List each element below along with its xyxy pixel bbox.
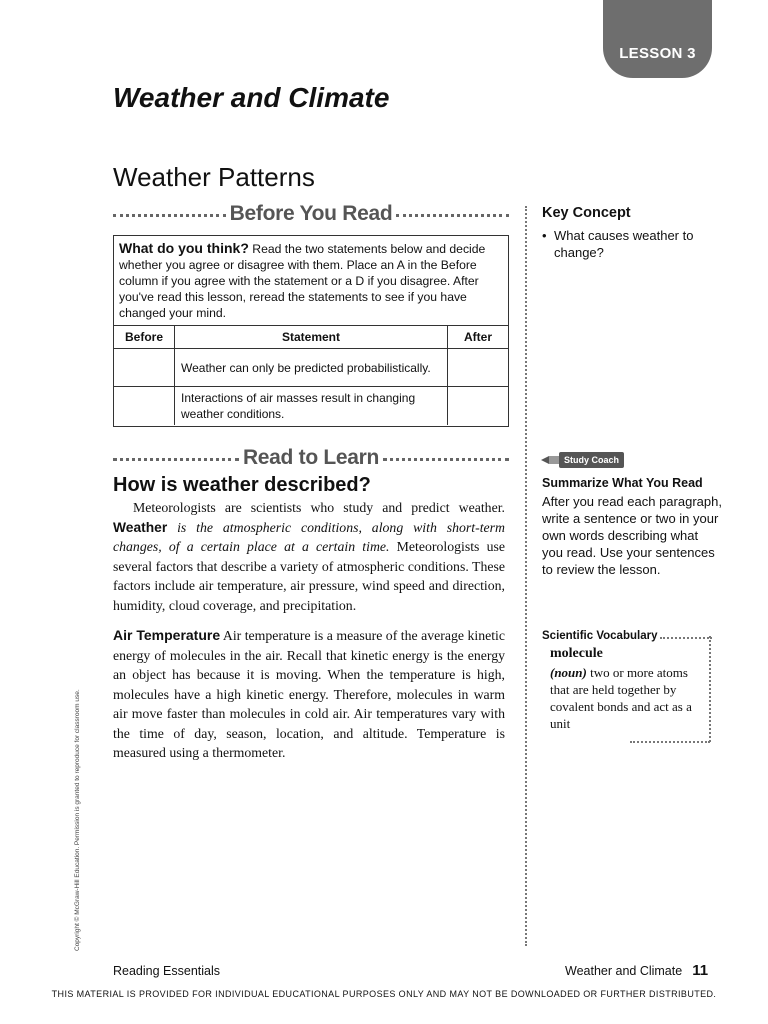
footer-chapter-title: Weather and Climate [565, 964, 683, 978]
before-you-read-label: Before You Read [229, 202, 393, 225]
key-concept-item [542, 227, 712, 261]
weather-definition: is the atmospheric conditions, along with short-term changes, of a certain place at a certain time. [113, 519, 505, 554]
header-dots-left [113, 214, 226, 217]
bullet-icon: • [542, 228, 547, 243]
distribution-disclaimer: THIS MATERIAL IS PROVIDED FOR INDIVIDUAL EDUCATIONAL PURPOSES ONLY AND MAY NOT BE DOWNLOADED OR FURTHER DISTRIBUTED. [51, 989, 717, 999]
read-to-learn-label: Read to Learn [242, 446, 380, 469]
header-dots-right [396, 214, 509, 217]
pencil-shaft-icon [549, 456, 559, 464]
page-number: 11 [692, 962, 709, 979]
vocabulary-header [542, 630, 712, 642]
paragraph-weather-definition [113, 498, 505, 615]
definition-text: two or more atoms that are held together by covalent bonds and act as a unit [550, 665, 692, 731]
study-coach-badge [541, 452, 624, 468]
study-coach-label: Study Coach [559, 452, 624, 468]
summarize-heading: Summarize What You Read [542, 476, 703, 490]
pencil-tip-icon [541, 456, 549, 464]
after-answer-cell[interactable] [448, 349, 509, 387]
summarize-body: After you read each paragraph, write a sentence or two in your own words describing what you read. Use your sentences to review the lesson. [542, 494, 722, 577]
para1-intro: Meteorologists are scientists who study and predict weather. [133, 500, 505, 515]
prediction-box [113, 235, 509, 427]
column-divider [525, 206, 527, 946]
key-concept-heading: Key Concept [542, 205, 631, 221]
statement-cell: Interactions of air masses result in changing weather conditions. [175, 387, 448, 426]
key-concept-text: What causes weather to change? [554, 228, 694, 260]
prediction-instructions: Read the two statements below and decide whether you agree or disagree with them. Place an A in the Before column if you agree with the statement or a D if you disagree. After you've read this lesson, reread the statements to see if you have changed your mind. [119, 242, 486, 320]
question-heading: How is weather described? [113, 474, 371, 496]
vocabulary-definition [550, 664, 710, 732]
air-temperature-heading: Air Temperature [113, 627, 221, 643]
vocabulary-border-bottom [630, 741, 710, 743]
term-weather: Weather [113, 519, 168, 535]
before-you-read-header [113, 202, 509, 226]
before-answer-cell[interactable] [114, 387, 175, 426]
after-answer-cell[interactable] [448, 387, 509, 426]
part-of-speech: (noun) [550, 665, 587, 680]
table-row [114, 349, 508, 387]
lesson-tab: LESSON 3 [603, 0, 712, 78]
copyright-notice: Copyright © McGraw-Hill Education. Permission is granted to reproduce for classroom use. [74, 689, 81, 951]
footer-chapter [565, 962, 708, 979]
column-header-before: Before [114, 326, 175, 349]
header-dots-left [113, 458, 239, 461]
statement-cell: Weather can only be predicted probabilistically. [175, 349, 448, 387]
vocabulary-term: molecule [550, 646, 603, 661]
footer-book-title: Reading Essentials [113, 964, 221, 978]
air-temperature-text: Air temperature is a measure of the average kinetic energy of molecules in the air. Recall that kinetic energy is the energy an object has because it is moving. When the temperature is high, molecules have a high kinetic energy. Therefore, molecules in warm air move faster than molecules in cold air. Air temperatures vary with the time of day, season, location, and altitude. Temperature is measured using a thermometer. [113, 628, 506, 760]
prediction-table [114, 325, 508, 425]
chapter-title: Weather and Climate [113, 82, 390, 113]
header-dots-right [383, 458, 509, 461]
section-title: Weather Patterns [113, 162, 315, 192]
paragraph-air-temperature [113, 626, 505, 763]
read-to-learn-header [113, 446, 509, 470]
table-row [114, 387, 508, 426]
what-do-you-think-label: What do you think? [119, 240, 249, 256]
column-header-after: After [448, 326, 509, 349]
before-answer-cell[interactable] [114, 349, 175, 387]
vocabulary-dots [660, 637, 712, 639]
prediction-intro [114, 236, 508, 325]
column-header-statement: Statement [175, 326, 448, 349]
para1-rest: Meteorologists use several factors that describe a variety of atmospheric conditions. These factors include air temperature, air pressure, wind speed and direction, humidity, cloud coverage, and precipitation. [113, 539, 505, 613]
vocabulary-label: Scientific Vocabulary [542, 630, 658, 642]
